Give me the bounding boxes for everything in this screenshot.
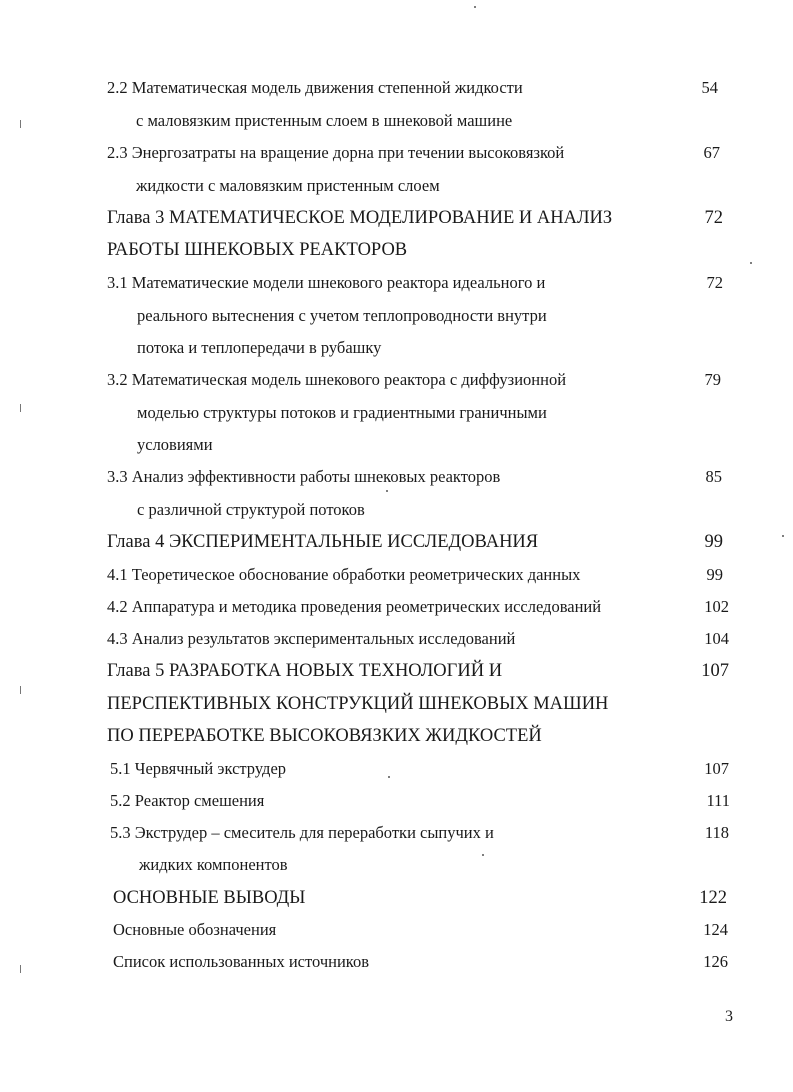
toc-entry-title: жидкости с маловязким пристенным слоем — [136, 176, 440, 195]
scan-edge-mark — [20, 120, 21, 128]
toc-entry-2-3 — [0, 137, 793, 169]
toc-entry-title: ОСНОВНЫЕ ВЫВОДЫ — [113, 888, 306, 908]
toc-entry-title: 4.3 Анализ результатов экспериментальных исследований — [107, 629, 516, 648]
toc-entry-continuation — [0, 397, 793, 429]
toc-entry-title: Список использованных источников — [113, 952, 369, 971]
scan-speck — [482, 854, 484, 856]
toc-entry-title: 4.1 Теоретическое обоснование обработки реометрических данных — [107, 565, 581, 584]
toc-entry-continuation — [0, 429, 793, 461]
toc-references — [0, 946, 793, 978]
toc-entry-title: 3.1 Математические модели шнекового реактора идеального и — [107, 273, 546, 292]
scan-edge-mark — [20, 686, 21, 694]
toc-entry-title: жидких компонентов — [139, 855, 288, 874]
toc-entry-continuation — [0, 688, 793, 720]
toc-entry-continuation — [0, 300, 793, 332]
toc-entry-title: Глава 5 РАЗРАБОТКА НОВЫХ ТЕХНОЛОГИЙ И — [107, 661, 503, 681]
toc-entry-4-1 — [0, 559, 793, 591]
toc-entry-2-2 — [0, 72, 793, 104]
toc-entry-page: 122 — [699, 888, 727, 908]
scan-speck — [386, 490, 388, 492]
toc-entry-page: 99 — [706, 565, 723, 584]
toc-entry-title: РАБОТЫ ШНЕКОВЫХ РЕАКТОРОВ — [107, 240, 408, 260]
toc-entry-title: с различной структурой потоков — [137, 500, 365, 519]
toc-entry-title: Глава 4 ЭКСПЕРИМЕНТАЛЬНЫЕ ИССЛЕДОВАНИЯ — [107, 532, 539, 552]
scan-edge-mark — [20, 965, 21, 973]
toc-entry-title: потока и теплопередачи в рубашку — [137, 338, 382, 357]
toc-entry-title: 2.2 Математическая модель движения степенной жидкости — [107, 78, 523, 97]
toc-entry-page: 72 — [704, 208, 723, 228]
toc-entry-continuation — [0, 105, 793, 137]
toc-entry-4-2 — [0, 591, 793, 623]
toc-entry-title: условиями — [137, 435, 213, 454]
page-number: 3 — [725, 1008, 733, 1025]
toc-entry-continuation — [0, 234, 793, 266]
toc-entry-title: реального вытеснения с учетом теплопроводности внутри — [137, 306, 547, 325]
toc-entry-title: 4.2 Аппаратура и методика проведения реометрических исследований — [107, 597, 602, 616]
toc-entry-title: ПО ПЕРЕРАБОТКЕ ВЫСОКОВЯЗКИХ ЖИДКОСТЕЙ — [107, 726, 542, 746]
toc-entry-title: Глава 3 МАТЕМАТИЧЕСКОЕ МОДЕЛИРОВАНИЕ И АНАЛИЗ — [107, 208, 613, 228]
toc-entry-page: 104 — [704, 629, 729, 648]
toc-chapter-3 — [0, 202, 793, 234]
toc-entry-title: Основные обозначения — [113, 920, 277, 939]
toc-entry-page: 111 — [706, 791, 730, 810]
toc-entry-page: 72 — [706, 273, 723, 292]
scan-edge-mark — [20, 404, 21, 412]
toc-entry-page: 118 — [704, 823, 729, 842]
toc-entry-page: 79 — [704, 370, 721, 389]
toc-conclusions — [0, 882, 793, 914]
toc-entry-page: 85 — [705, 467, 722, 486]
toc-entry-page: 54 — [701, 78, 718, 97]
toc-chapter-5 — [0, 655, 793, 687]
toc-entry-title: 5.2 Реактор смешения — [110, 791, 265, 810]
toc-entry-3-1 — [0, 267, 793, 299]
toc-entry-continuation — [0, 720, 793, 752]
toc-entry-5-2 — [0, 785, 793, 817]
toc-entry-page: 67 — [703, 143, 720, 162]
toc-entry-page: 102 — [704, 597, 729, 616]
scan-speck — [782, 535, 784, 537]
toc-entry-page: 99 — [704, 532, 723, 552]
toc-entry-title: ПЕРСПЕКТИВНЫХ КОНСТРУКЦИЙ ШНЕКОВЫХ МАШИН — [107, 694, 609, 714]
toc-entry-page: 124 — [703, 920, 728, 939]
toc-entry-title: 3.2 Математическая модель шнекового реактора с диффузионной — [107, 370, 567, 389]
toc-entry-title: с маловязким пристенным слоем в шнековой машине — [136, 111, 513, 130]
scan-speck — [388, 776, 390, 778]
toc-entry-continuation — [0, 170, 793, 202]
scan-speck — [750, 262, 752, 264]
toc-entry-title: 3.3 Анализ эффективности работы шнековых реакторов — [107, 467, 501, 486]
toc-entry-title: 5.1 Червячный экструдер — [110, 759, 287, 778]
toc-entry-5-1 — [0, 753, 793, 785]
toc-entry-4-3 — [0, 623, 793, 655]
toc-chapter-4 — [0, 526, 793, 558]
toc-entry-continuation — [0, 849, 793, 881]
toc-entry-page: 107 — [704, 759, 729, 778]
toc-entry-title: 5.3 Экструдер – смеситель для переработки сыпучих и — [110, 823, 494, 842]
toc-entry-continuation — [0, 332, 793, 364]
toc-entry-3-3 — [0, 461, 793, 493]
toc-entry-title: моделью структуры потоков и градиентными граничными — [137, 403, 547, 422]
toc-entry-title: 2.3 Энергозатраты на вращение дорна при течении высоковязкой — [107, 143, 565, 162]
toc-entry-5-3 — [0, 817, 793, 849]
toc-entry-page: 107 — [701, 661, 729, 681]
toc-entry-continuation — [0, 494, 793, 526]
toc-entry-3-2 — [0, 364, 793, 396]
toc-notation — [0, 914, 793, 946]
scan-speck — [474, 6, 476, 8]
toc-entry-page: 126 — [703, 952, 728, 971]
